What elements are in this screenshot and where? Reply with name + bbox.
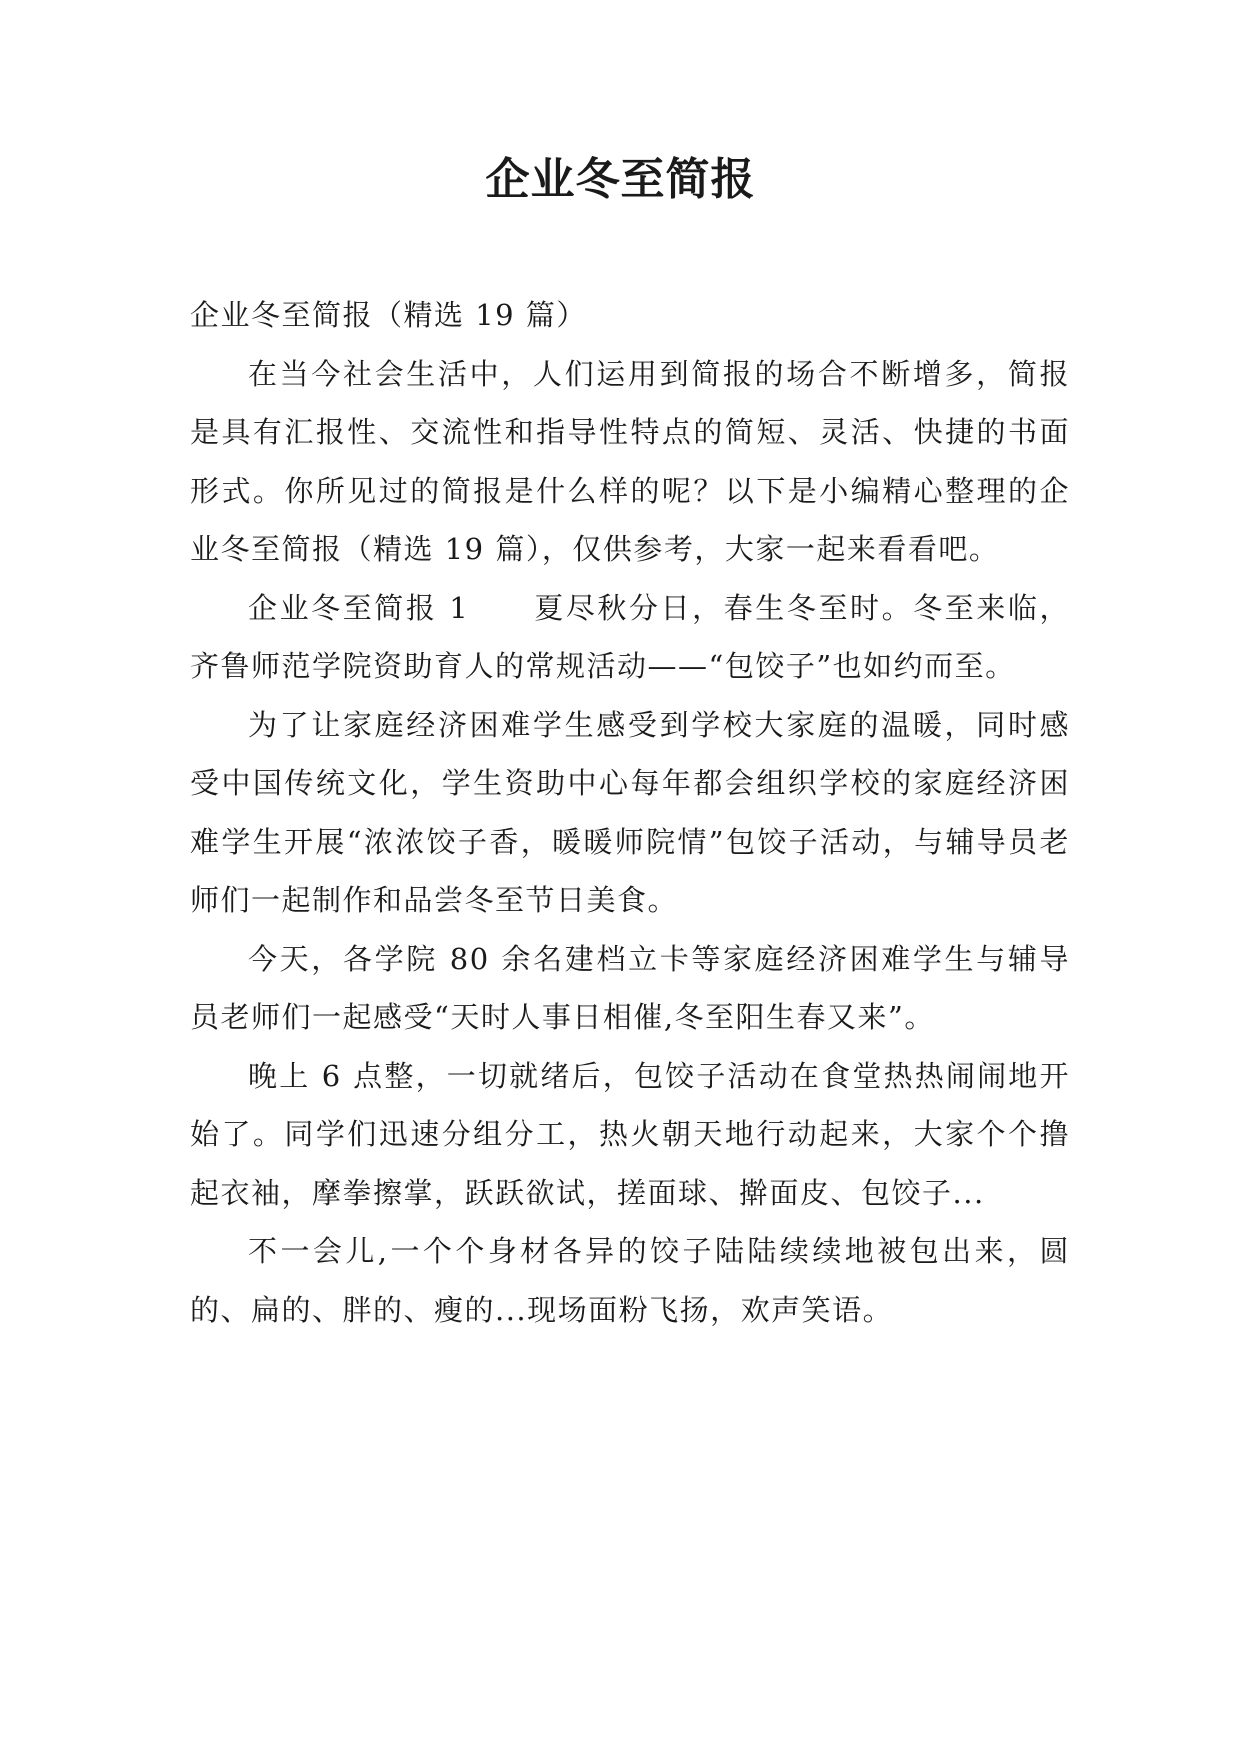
document-title: 企业冬至简报 [485, 154, 756, 205]
body-paragraph: 不一会儿,一个个身材各异的饺子陆陆续续地被包出来，圆的、扁的、胖的、瘦的...现场面粉飞扬，欢声笑语。 [190, 1234, 1070, 1327]
body-paragraph: 晚上 6 点整，一切就绪后，包饺子活动在食堂热热闹闹地开始了。同学们迅速分组分工，热火朝天地行动起来，大家个个撸起衣袖，摩拳擦掌，跃跃欲试，搓面球、擀面皮、包饺子... [190, 1058, 1070, 1210]
section-1-paragraph [190, 579, 1070, 696]
intro-paragraph: 在当今社会生活中，人们运用到简报的场合不断增多，简报是具有汇报性、交流性和指导性特点的简短、灵活、快捷的书面形式。你所见过的简报是什么样的呢？以下是小编精心整理的企业冬至简报（精选 19 篇），仅供参考，大家一起来看看吧。 [190, 356, 1070, 566]
document-subtitle: 企业冬至简报（精选 19 篇） [190, 298, 587, 332]
body-paragraph: 为了让家庭经济困难学生感受到学校大家庭的温暖，同时感受中国传统文化，学生资助中心每年都会组织学校的家庭经济困难学生开展“浓浓饺子香，暖暖师院情”包饺子活动，与辅导员老师们一起制作和品尝冬至节日美食。 [190, 707, 1070, 917]
body-paragraph: 今天，各学院 80 余名建档立卡等家庭经济困难学生与辅导员老师们一起感受“天时人事日相催,冬至阳生春又来”。 [190, 941, 1070, 1034]
document-body [190, 286, 1070, 1339]
section-heading: 企业冬至简报 1 [248, 590, 470, 625]
section-1-text: 夏尽秋分日，春生冬至时。冬至来临，齐鲁师范学院资助育人的常规活动——“包饺子”也如约而至。 [190, 590, 1070, 683]
